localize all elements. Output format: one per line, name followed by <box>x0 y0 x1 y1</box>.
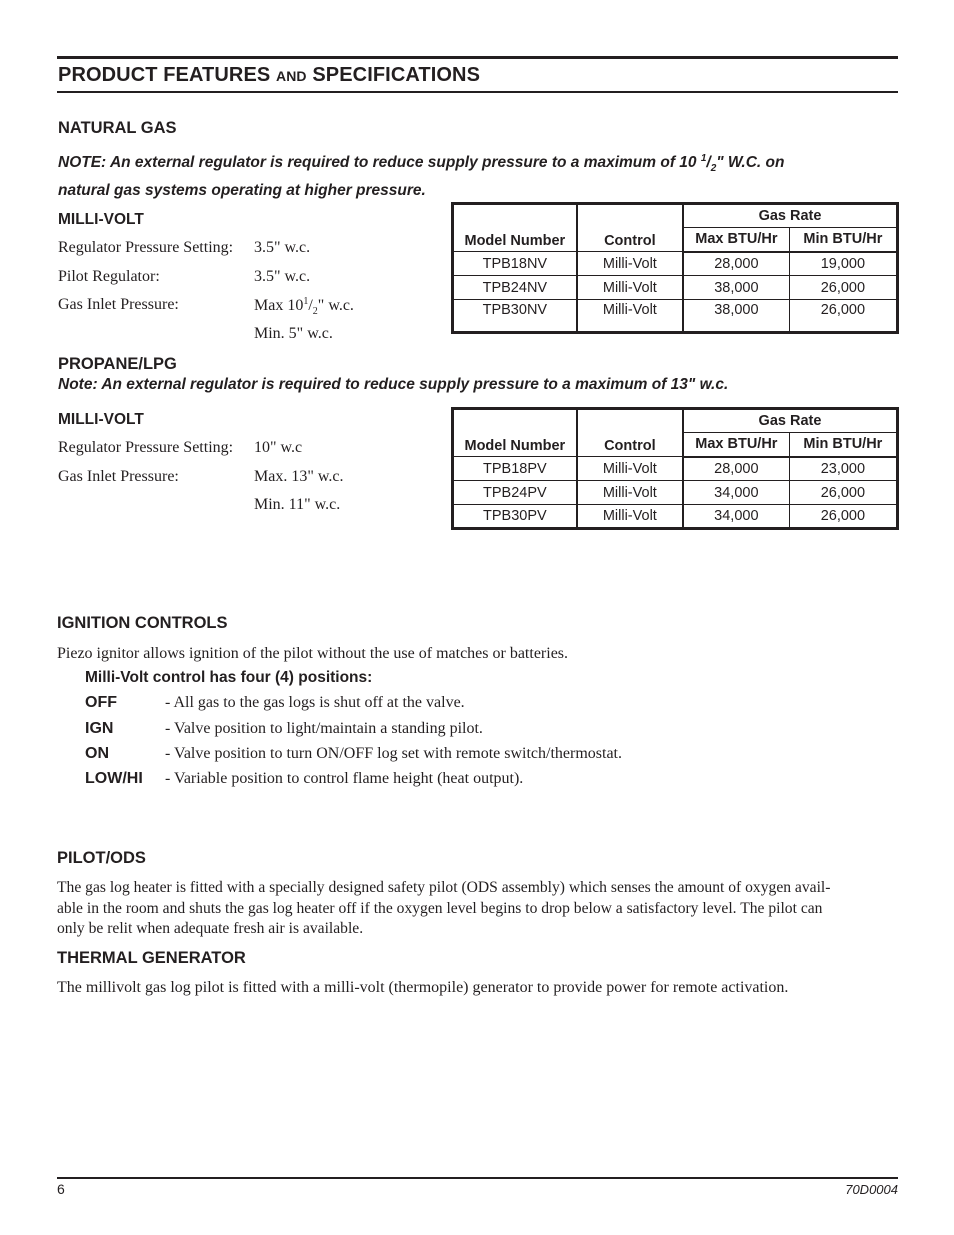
propane-subheading: MILLI-VOLT <box>58 411 144 428</box>
page-title: PRODUCT FEATURES AND SPECIFICATIONS <box>58 64 481 86</box>
table-row: TPB18NV Milli-Volt 28,000 19,000 <box>453 252 898 276</box>
header-min-btu: Min BTU/Hr <box>789 228 897 252</box>
thermal-heading: THERMAL GENERATOR <box>57 949 246 967</box>
header-gas-rate: Gas Rate <box>683 409 898 433</box>
natural-gas-heading: NATURAL GAS <box>58 119 177 137</box>
table-row: TPB24NV Milli-Volt 38,000 26,000 <box>453 276 898 300</box>
header-model-number: Model Number <box>453 204 577 252</box>
table-row: TPB30NV Milli-Volt 38,000 26,000 <box>453 300 898 333</box>
header-control: Control <box>577 204 683 252</box>
thermal-paragraph: The millivolt gas log pilot is fitted with a milli-volt (thermopile) generator to provide power for remote activation. <box>57 979 789 996</box>
footer-rule <box>57 1177 898 1179</box>
natural-gas-table <box>451 202 899 334</box>
natural-gas-note: NOTE: An external regulator is required to reduce supply pressure to a maximum of 10 $^1/_2$" W.C. on natural gas systems operating at higher pressure. <box>58 153 785 200</box>
pilot-heading: PILOT/ODS <box>57 849 146 867</box>
pilot-paragraph: The gas log heater is fitted with a specially designed safety pilot (ODS assembly) which senses the amount of oxygen avail- able in the room and shuts the gas log heater off if the oxygen level begins to drop below a satisfactory level. The pilot can only be relit when adequate fresh air is available. <box>57 879 831 937</box>
header-gas-rate: Gas Rate <box>683 204 898 228</box>
table-row: TPB18PV Milli-Volt 28,000 23,000 <box>453 457 898 481</box>
ignition-intro: Piezo ignitor allows ignition of the pilot without the use of matches or batteries. <box>57 645 569 662</box>
ignition-subheading: Milli-Volt control has four (4) positions: <box>85 669 373 686</box>
natural-gas-subheading: MILLI-VOLT <box>58 211 144 228</box>
page-number: 6 <box>57 1181 65 1197</box>
table-row: TPB24PV Milli-Volt 34,000 26,000 <box>453 481 898 505</box>
propane-heading: PROPANE/LPG <box>58 355 177 373</box>
top-rule <box>57 56 898 59</box>
header-max-btu: Max BTU/Hr <box>683 228 789 252</box>
propane-table <box>451 407 899 530</box>
header-min-btu: Min BTU/Hr <box>789 433 897 457</box>
table-row: TPB30PV Milli-Volt 34,000 26,000 <box>453 505 898 529</box>
header-model-number: Model Number <box>453 409 577 457</box>
header-max-btu: Max BTU/Hr <box>683 433 789 457</box>
propane-note: Note: An external regulator is required to reduce supply pressure to a maximum of 13" w.c. <box>58 376 729 393</box>
title-rule <box>57 91 898 93</box>
ignition-heading: IGNITION CONTROLS <box>57 614 228 632</box>
document-code: 70D0004 <box>845 1182 898 1197</box>
header-control: Control <box>577 409 683 457</box>
